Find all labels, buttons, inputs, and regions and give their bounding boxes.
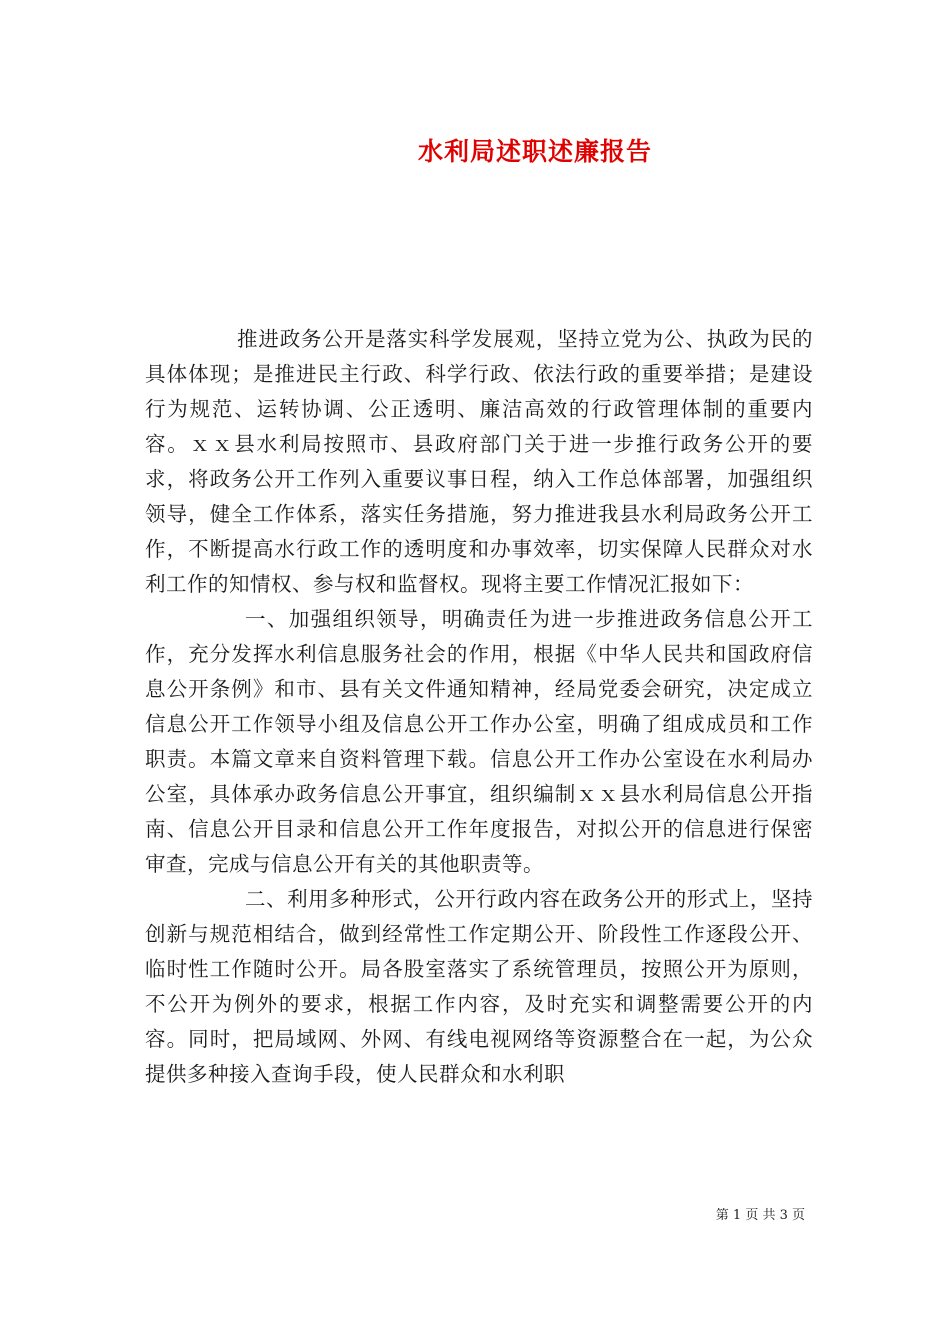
paragraph-intro: 推进政务公开是落实科学发展观，坚持立党为公、执政为民的具体体现；是推进民主行政、科学行政、依法行政的重要举措；是建设行为规范、运转协调、公正透明、廉洁高效的行政管理体制的重要内容。ｘｘ县水利局按照市、县政府部门关于进一步推行政务公开的要求，将政务公开工作列入重要议事日程，纳入工作总体部署，加强组织领导，健全工作体系，落实任务措施，努力推进我县水利局政务公开工作，不断提高水行政工作的透明度和办事效率，切实保障人民群众对水利工作的知情权、参与权和监督权。现将主要工作情况汇报如下： xyxy=(145,327,813,596)
document-body xyxy=(145,322,813,1092)
paragraph-section-1: 一、加强组织领导，明确责任为进一步推进政务信息公开工作，充分发挥水利信息服务社会的作用，根据《中华人民共和国政府信息公开条例》和市、县有关文件通知精神，经局党委会研究，决定成立信息公开工作领导小组及信息公开工作办公室，明确了组成成员和工作职责。本篇文章来自资料管理下载。信息公开工作办公室设在水利局办公室，具体承办政务信息公开事宜，组织编制ｘｘ县水利局信息公开指南、信息公开目录和信息公开工作年度报告，对拟公开的信息进行保密审查，完成与信息公开有关的其他职责等。 xyxy=(145,607,813,876)
document-title: 水利局述职述廉报告 xyxy=(417,137,652,166)
paragraph-section-2: 二、利用多种形式，公开行政内容在政务公开的形式上，坚持创新与规范相结合，做到经常性工作定期公开、阶段性工作逐段公开、临时性工作随时公开。局各股室落实了系统管理员，按照公开为原则，不公开为例外的要求，根据工作内容，及时充实和调整需要公开的内容。同时，把局域网、外网、有线电视网络等资源整合在一起，为公众提供多种接入查询手段，使人民群众和水利职 xyxy=(145,887,813,1086)
page-number-footer: 第 1 页 共 3 页 xyxy=(715,1208,805,1223)
